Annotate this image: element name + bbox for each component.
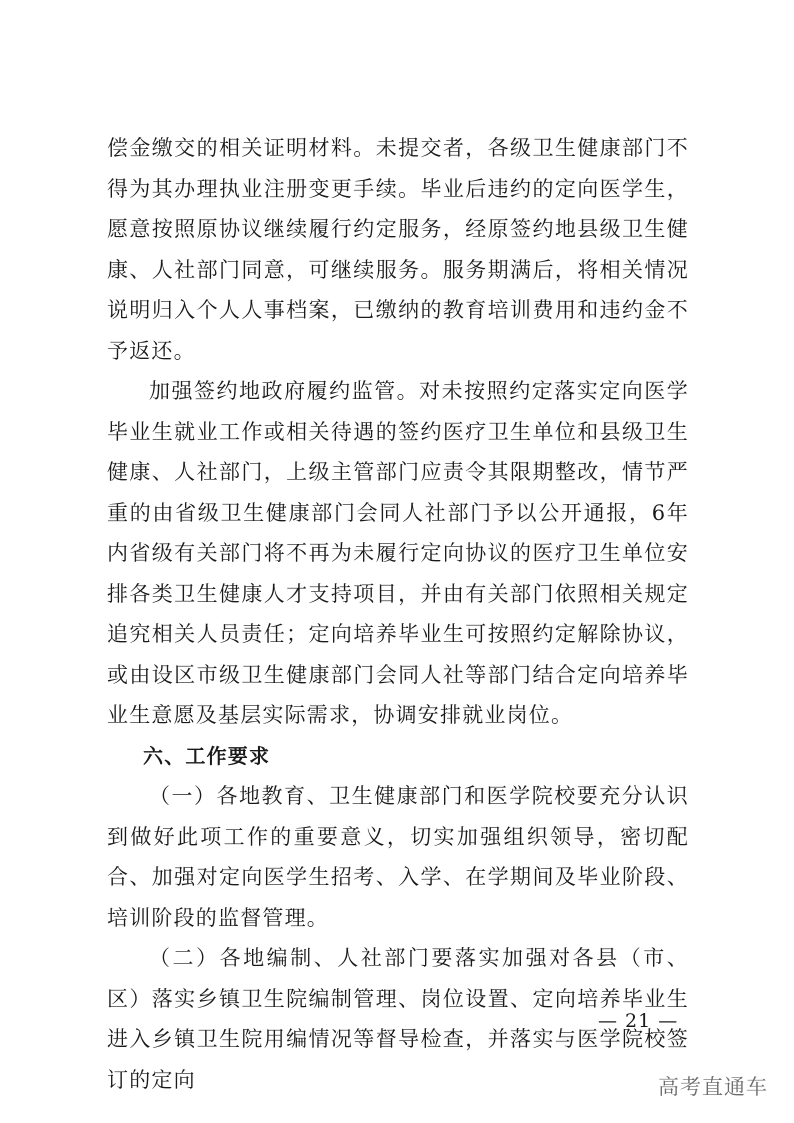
document-body (107, 128, 689, 1100)
paragraph-continuation: 偿金缴交的相关证明材料。未提交者，各级卫生健康部门不得为其办理执业注册变更手续。毕业后违约的定向医学生，愿意按照原协议继续履行约定服务，经原签约地县级卫生健康、人社部门同意，可继续服务。服务期满后，将相关情况说明归入个人人事档案，已缴纳的教育培训费用和违约金不予返还。 (107, 136, 689, 363)
requirement-item-1: （一）各地教育、卫生健康部门和医学院校要充分认识到做好此项工作的重要意义，切实加强组织领导，密切配合、加强对定向医学生招考、入学、在学期间及毕业阶段、培训阶段的监督管理。 (107, 784, 689, 930)
requirement-item-2: （二）各地编制、人社部门要落实加强对各县（市、区）落实乡镇卫生院编制管理、岗位设置、定向培养毕业生进入乡镇卫生院用编情况等督导检查，并落实与医学院校签订的定向 (107, 946, 689, 1092)
page-number: — 21 — (598, 1010, 679, 1032)
paragraph-supervision: 加强签约地政府履约监管。对未按照约定落实定向医学毕业生就业工作或相关待遇的签约医疗卫生单位和县级卫生健康、人社部门，上级主管部门应责令其限期整改，情节严重的由省级卫生健康部门会同人社部门予以公开通报，6年内省级有关部门将不再为未履行定向协议的医疗卫生单位安排各类卫生健康人才支持项目，并由有关部门依照相关规定追究相关人员责任；定向培养毕业生可按照约定解除协议，或由设区市级卫生健康部门会同人社等部门结合定向培养毕业生意愿及基层实际需求，协调安排就业岗位。 (107, 379, 689, 727)
section-heading: 六、工作要求 (143, 743, 271, 768)
watermark-logo: 高考直通车 (658, 1075, 768, 1099)
